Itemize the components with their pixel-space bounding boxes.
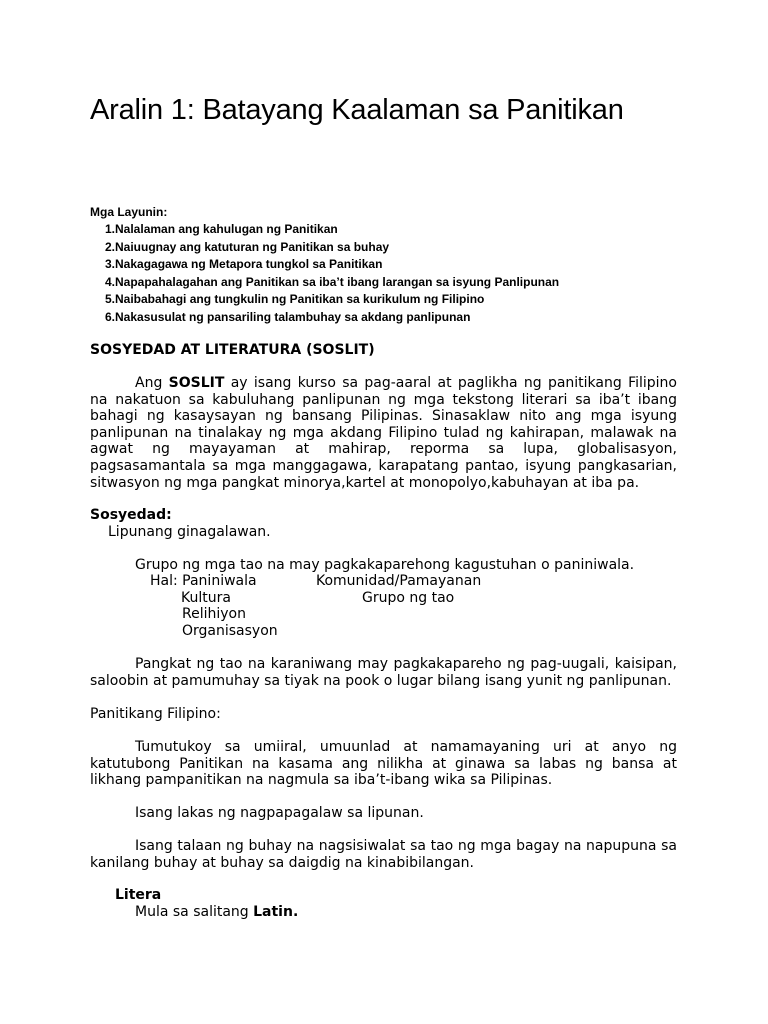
objectives-heading: Mga Layunin: bbox=[90, 205, 168, 219]
objectives-list bbox=[105, 221, 559, 327]
objective-item: 4.Napapahalagahan ang Panitikan sa iba’t ibang larangan sa isyung Panlipunan bbox=[105, 274, 560, 289]
pangkat-text: Pangkat ng tao na karaniwang may pagkakapareho ng pag-uugali, kaisipan, saloobin at pamumuhay sa tiyak na pook o lugar bilang isang yunit ng panlipunan. bbox=[90, 656, 677, 689]
example-item: Organisasyon bbox=[182, 623, 278, 639]
objective-item: 2.Naiuugnay ang katuturan ng Panitikan sa buhay bbox=[105, 239, 390, 254]
objective-item: 6.Nakasusulat ng pansariling talambuhay sa akdang panlipunan bbox=[105, 309, 471, 324]
litera-lead: Mula sa salitang bbox=[135, 904, 254, 920]
soslit-lead: Ang bbox=[135, 375, 169, 391]
soslit-term: SOSLIT bbox=[168, 375, 225, 391]
sosyedad-definition: Lipunang ginagalawan. bbox=[108, 524, 271, 540]
example-item: Komunidad/Pamayanan bbox=[316, 573, 482, 589]
example-item: Relihiyon bbox=[182, 606, 246, 622]
lesson-title: Aralin 1: Batayang Kaalaman sa Panitikan bbox=[90, 94, 624, 126]
panitikan-def3-text: Isang talaan ng buhay na nagsisiwalat sa tao ng mga bagay na napupuna sa kanilang buhay at buhay sa daigdig na kinabibilangan. bbox=[90, 838, 677, 871]
litera-heading: Litera bbox=[115, 887, 162, 903]
soslit-body: ay isang kurso sa pag-aaral at paglikha ng panitikang Filipino na nakatuon sa kabuluhang panlipunan ng mga tekstong literari sa iba’t ibang bahagi ng kasaysayan ng bansang Pilipinas. Sinasaklaw nito ang mga isyung panlipunan na tinalakay ng mga akdang Filipino tulad ng kahirapan, malawak na agwat ng mayayaman at mahirap, reporma sa lupa, globalisasyon, pagsasamantala sa mga manggagawa, karapatang pantao, isyung pangkasarian, sitwasyon ng mga pangkat minorya,kartel at monopolyo,kabuhayan at iba pa. bbox=[90, 375, 677, 491]
litera-term: Latin. bbox=[253, 904, 299, 920]
section-heading: SOSYEDAD AT LITERATURA (SOSLIT) bbox=[90, 342, 375, 358]
objective-item: 5.Naibabahagi ang tungkulin ng Panitikan sa kurikulum ng Filipino bbox=[105, 292, 485, 307]
panitikan-def2: Isang lakas ng nagpapagalaw sa lipunan. bbox=[135, 805, 424, 821]
objective-item: 3.Nakagagawa ng Metapora tungkol sa Panitikan bbox=[105, 257, 383, 272]
litera-line bbox=[135, 904, 298, 921]
example-item: Grupo ng tao bbox=[362, 590, 455, 606]
soslit-paragraph bbox=[90, 375, 677, 491]
panitikan-def1-text: Tumutukoy sa umiiral, umuunlad at namamayaning uri at anyo ng katutubong Panitikan na kasama ang nilikha at ginawa sa labas ng bansa at likhang pampanitikan na nagmula sa iba’t-ibang wika sa Pilipinas. bbox=[90, 739, 677, 789]
pangkat-paragraph bbox=[90, 656, 677, 689]
panitikan-def1-paragraph bbox=[90, 739, 677, 789]
sosyedad-heading: Sosyedad: bbox=[90, 507, 172, 523]
panitikan-heading: Panitikang Filipino: bbox=[90, 706, 221, 722]
panitikan-def3-paragraph bbox=[90, 838, 677, 871]
example-item: Kultura bbox=[181, 590, 231, 606]
sosyedad-group-definition: Grupo ng mga tao na may pagkakaparehong kagustuhan o paniniwala. bbox=[135, 557, 635, 573]
objective-item: 1.Nalalaman ang kahulugan ng Panitikan bbox=[105, 222, 338, 236]
examples-label: Hal: Paniniwala bbox=[150, 573, 257, 589]
